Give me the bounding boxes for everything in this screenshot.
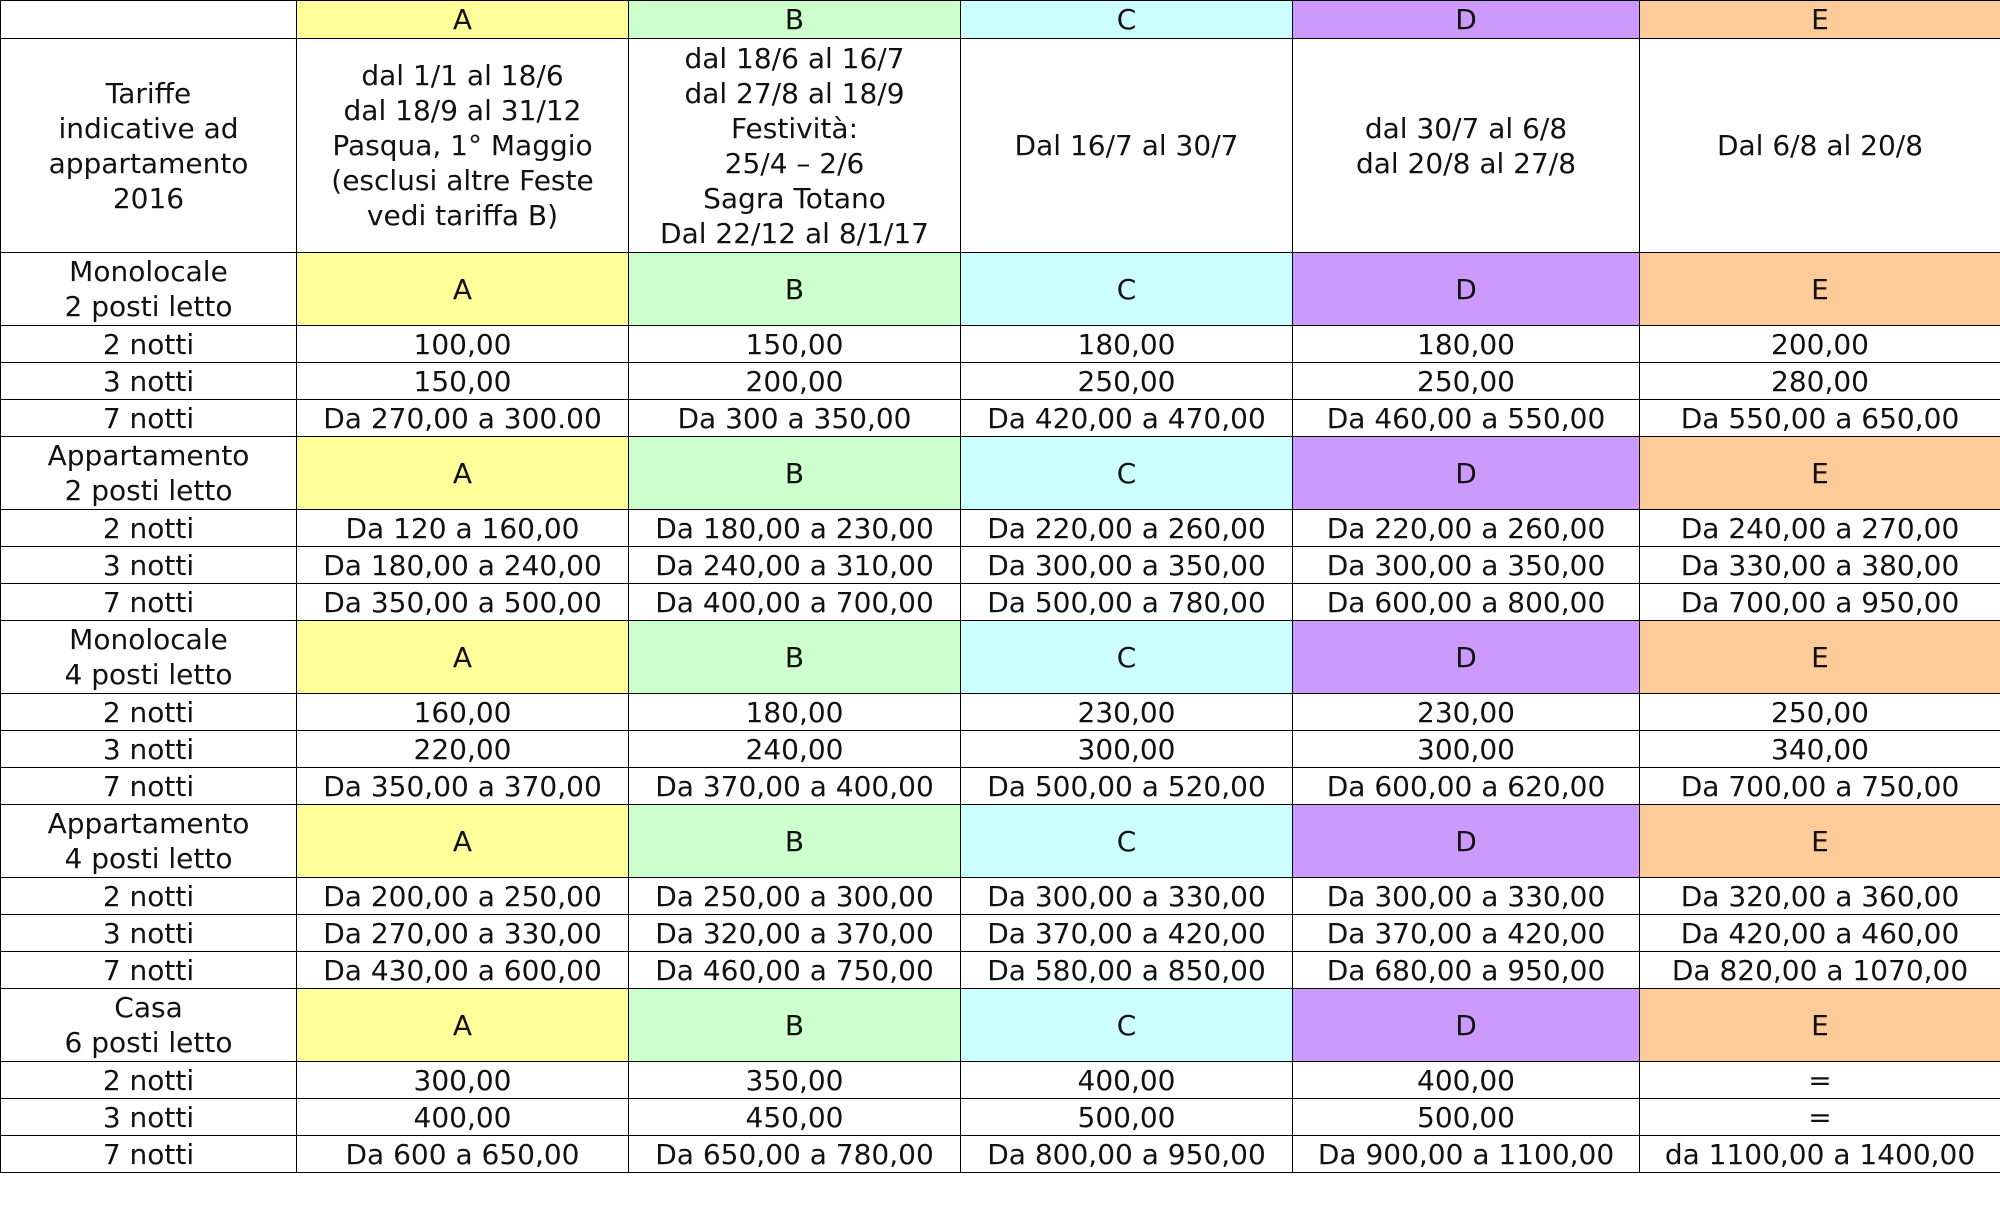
section-label-e: E	[1640, 805, 2000, 878]
price-cell-d: 230,00	[1293, 694, 1640, 731]
price-cell-b: 180,00	[629, 694, 961, 731]
price-cell-e: Da 550,00 a 650,00	[1640, 400, 2000, 437]
price-cell-e: Da 330,00 a 380,00	[1640, 547, 2000, 584]
nights-label: 2 notti	[1, 510, 297, 547]
section-label-c: C	[961, 805, 1293, 878]
price-cell-c: 250,00	[961, 363, 1293, 400]
section-label-d: D	[1293, 989, 1640, 1062]
price-cell-b: Da 370,00 a 400,00	[629, 768, 961, 805]
section-header-row	[1, 437, 2000, 510]
section-label-e: E	[1640, 253, 2000, 326]
section-title: Casa 6 posti letto	[1, 989, 297, 1062]
section-label-b: B	[629, 437, 961, 510]
section-label-b: B	[629, 805, 961, 878]
section-label-a: A	[297, 621, 629, 694]
table-row	[1, 363, 2000, 400]
nights-label: 7 notti	[1, 768, 297, 805]
period-d: dal 30/7 al 6/8 dal 20/8 al 27/8	[1293, 39, 1640, 253]
price-cell-d: Da 220,00 a 260,00	[1293, 510, 1640, 547]
nights-label: 7 notti	[1, 952, 297, 989]
price-cell-b: 450,00	[629, 1099, 961, 1136]
price-cell-a: Da 120 a 160,00	[297, 510, 629, 547]
section-label-c: C	[961, 621, 1293, 694]
price-cell-e: Da 420,00 a 460,00	[1640, 915, 2000, 952]
price-cell-b: Da 400,00 a 700,00	[629, 584, 961, 621]
table-row	[1, 400, 2000, 437]
section-label-d: D	[1293, 437, 1640, 510]
table-row	[1, 584, 2000, 621]
section-label-a: A	[297, 989, 629, 1062]
table-row	[1, 768, 2000, 805]
price-cell-e: 280,00	[1640, 363, 2000, 400]
column-header-d: D	[1293, 1, 1640, 39]
corner-cell	[1, 1, 297, 39]
price-cell-c: 230,00	[961, 694, 1293, 731]
price-cell-b: 200,00	[629, 363, 961, 400]
section-label-a: A	[297, 253, 629, 326]
section-title: Monolocale 4 posti letto	[1, 621, 297, 694]
column-header-c: C	[961, 1, 1293, 39]
price-cell-c: Da 580,00 a 850,00	[961, 952, 1293, 989]
nights-label: 2 notti	[1, 1062, 297, 1099]
price-cell-b: Da 320,00 a 370,00	[629, 915, 961, 952]
section-label-a: A	[297, 805, 629, 878]
table-row	[1, 1136, 2000, 1173]
price-cell-a: Da 600 a 650,00	[297, 1136, 629, 1173]
price-cell-b: Da 300 a 350,00	[629, 400, 961, 437]
section-title: Appartamento 4 posti letto	[1, 805, 297, 878]
price-cell-a: 150,00	[297, 363, 629, 400]
price-cell-a: Da 270,00 a 330,00	[297, 915, 629, 952]
price-cell-e: Da 240,00 a 270,00	[1640, 510, 2000, 547]
price-cell-a: Da 180,00 a 240,00	[297, 547, 629, 584]
table-row	[1, 694, 2000, 731]
table-row	[1, 547, 2000, 584]
price-cell-e: 250,00	[1640, 694, 2000, 731]
section-label-e: E	[1640, 437, 2000, 510]
section-label-d: D	[1293, 253, 1640, 326]
price-cell-a: 100,00	[297, 326, 629, 363]
price-cell-b: Da 460,00 a 750,00	[629, 952, 961, 989]
price-cell-c: Da 500,00 a 520,00	[961, 768, 1293, 805]
nights-label: 2 notti	[1, 694, 297, 731]
period-a: dal 1/1 al 18/6 dal 18/9 al 31/12 Pasqua, 1° Maggio (esclusi altre Feste vedi tariffa B)	[297, 39, 629, 253]
column-header-row	[1, 1, 2000, 39]
section-label-c: C	[961, 989, 1293, 1062]
price-cell-e: 340,00	[1640, 731, 2000, 768]
column-header-a: A	[297, 1, 629, 39]
price-cell-a: Da 200,00 a 250,00	[297, 878, 629, 915]
price-cell-c: Da 800,00 a 950,00	[961, 1136, 1293, 1173]
section-label-d: D	[1293, 621, 1640, 694]
section-label-e: E	[1640, 989, 2000, 1062]
nights-label: 3 notti	[1, 915, 297, 952]
price-cell-c: Da 300,00 a 350,00	[961, 547, 1293, 584]
table-row	[1, 915, 2000, 952]
price-cell-d: Da 600,00 a 800,00	[1293, 584, 1640, 621]
price-cell-a: Da 350,00 a 370,00	[297, 768, 629, 805]
price-cell-c: 500,00	[961, 1099, 1293, 1136]
price-cell-d: 180,00	[1293, 326, 1640, 363]
price-cell-d: Da 300,00 a 330,00	[1293, 878, 1640, 915]
price-cell-e: =	[1640, 1099, 2000, 1136]
price-cell-d: Da 370,00 a 420,00	[1293, 915, 1640, 952]
price-cell-d: Da 680,00 a 950,00	[1293, 952, 1640, 989]
nights-label: 3 notti	[1, 731, 297, 768]
table-row	[1, 1062, 2000, 1099]
nights-label: 7 notti	[1, 1136, 297, 1173]
section-label-e: E	[1640, 621, 2000, 694]
sections-body	[1, 253, 2000, 1173]
nights-label: 7 notti	[1, 584, 297, 621]
section-label-c: C	[961, 437, 1293, 510]
price-cell-a: 220,00	[297, 731, 629, 768]
section-header-row	[1, 805, 2000, 878]
section-label-b: B	[629, 989, 961, 1062]
price-cell-d: 250,00	[1293, 363, 1640, 400]
section-title: Monolocale 2 posti letto	[1, 253, 297, 326]
price-cell-c: 400,00	[961, 1062, 1293, 1099]
price-cell-a: Da 270,00 a 300.00	[297, 400, 629, 437]
table-row	[1, 952, 2000, 989]
price-cell-e: =	[1640, 1062, 2000, 1099]
price-cell-e: Da 320,00 a 360,00	[1640, 878, 2000, 915]
price-cell-b: 150,00	[629, 326, 961, 363]
table-row	[1, 1099, 2000, 1136]
price-cell-e: Da 700,00 a 950,00	[1640, 584, 2000, 621]
period-row	[1, 39, 2000, 253]
section-label-d: D	[1293, 805, 1640, 878]
price-cell-b: Da 650,00 a 780,00	[629, 1136, 961, 1173]
nights-label: 7 notti	[1, 400, 297, 437]
section-label-a: A	[297, 437, 629, 510]
price-cell-d: Da 600,00 a 620,00	[1293, 768, 1640, 805]
section-header-row	[1, 621, 2000, 694]
price-cell-a: Da 430,00 a 600,00	[297, 952, 629, 989]
price-cell-c: Da 500,00 a 780,00	[961, 584, 1293, 621]
price-cell-a: 400,00	[297, 1099, 629, 1136]
table-title: Tariffe indicative ad appartamento 2016	[1, 39, 297, 253]
nights-label: 2 notti	[1, 878, 297, 915]
table-row	[1, 326, 2000, 363]
price-cell-e: Da 700,00 a 750,00	[1640, 768, 2000, 805]
section-label-b: B	[629, 253, 961, 326]
price-cell-c: Da 220,00 a 260,00	[961, 510, 1293, 547]
nights-label: 2 notti	[1, 326, 297, 363]
section-header-row	[1, 253, 2000, 326]
price-cell-d: Da 300,00 a 350,00	[1293, 547, 1640, 584]
period-c: Dal 16/7 al 30/7	[961, 39, 1293, 253]
price-cell-c: Da 300,00 a 330,00	[961, 878, 1293, 915]
nights-label: 3 notti	[1, 363, 297, 400]
price-cell-a: 160,00	[297, 694, 629, 731]
price-cell-b: 240,00	[629, 731, 961, 768]
price-cell-d: Da 460,00 a 550,00	[1293, 400, 1640, 437]
price-cell-c: 300,00	[961, 731, 1293, 768]
price-cell-b: Da 180,00 a 230,00	[629, 510, 961, 547]
price-cell-e: Da 820,00 a 1070,00	[1640, 952, 2000, 989]
nights-label: 3 notti	[1, 547, 297, 584]
price-cell-c: Da 370,00 a 420,00	[961, 915, 1293, 952]
price-cell-d: Da 900,00 a 1100,00	[1293, 1136, 1640, 1173]
section-header-row	[1, 989, 2000, 1062]
price-cell-e: 200,00	[1640, 326, 2000, 363]
period-b: dal 18/6 al 16/7 dal 27/8 al 18/9 Festività: 25/4 – 2/6 Sagra Totano Dal 22/12 al 8/1/17	[629, 39, 961, 253]
table-row	[1, 878, 2000, 915]
price-cell-b: 350,00	[629, 1062, 961, 1099]
price-cell-c: Da 420,00 a 470,00	[961, 400, 1293, 437]
section-title: Appartamento 2 posti letto	[1, 437, 297, 510]
column-header-e: E	[1640, 1, 2000, 39]
price-cell-b: Da 250,00 a 300,00	[629, 878, 961, 915]
price-cell-d: 400,00	[1293, 1062, 1640, 1099]
price-cell-a: 300,00	[297, 1062, 629, 1099]
nights-label: 3 notti	[1, 1099, 297, 1136]
price-cell-c: 180,00	[961, 326, 1293, 363]
period-e: Dal 6/8 al 20/8	[1640, 39, 2000, 253]
price-cell-a: Da 350,00 a 500,00	[297, 584, 629, 621]
section-label-b: B	[629, 621, 961, 694]
price-cell-b: Da 240,00 a 310,00	[629, 547, 961, 584]
table-row	[1, 731, 2000, 768]
column-header-b: B	[629, 1, 961, 39]
price-cell-e: da 1100,00 a 1400,00	[1640, 1136, 2000, 1173]
table-row	[1, 510, 2000, 547]
price-cell-d: 300,00	[1293, 731, 1640, 768]
section-label-c: C	[961, 253, 1293, 326]
price-cell-d: 500,00	[1293, 1099, 1640, 1136]
